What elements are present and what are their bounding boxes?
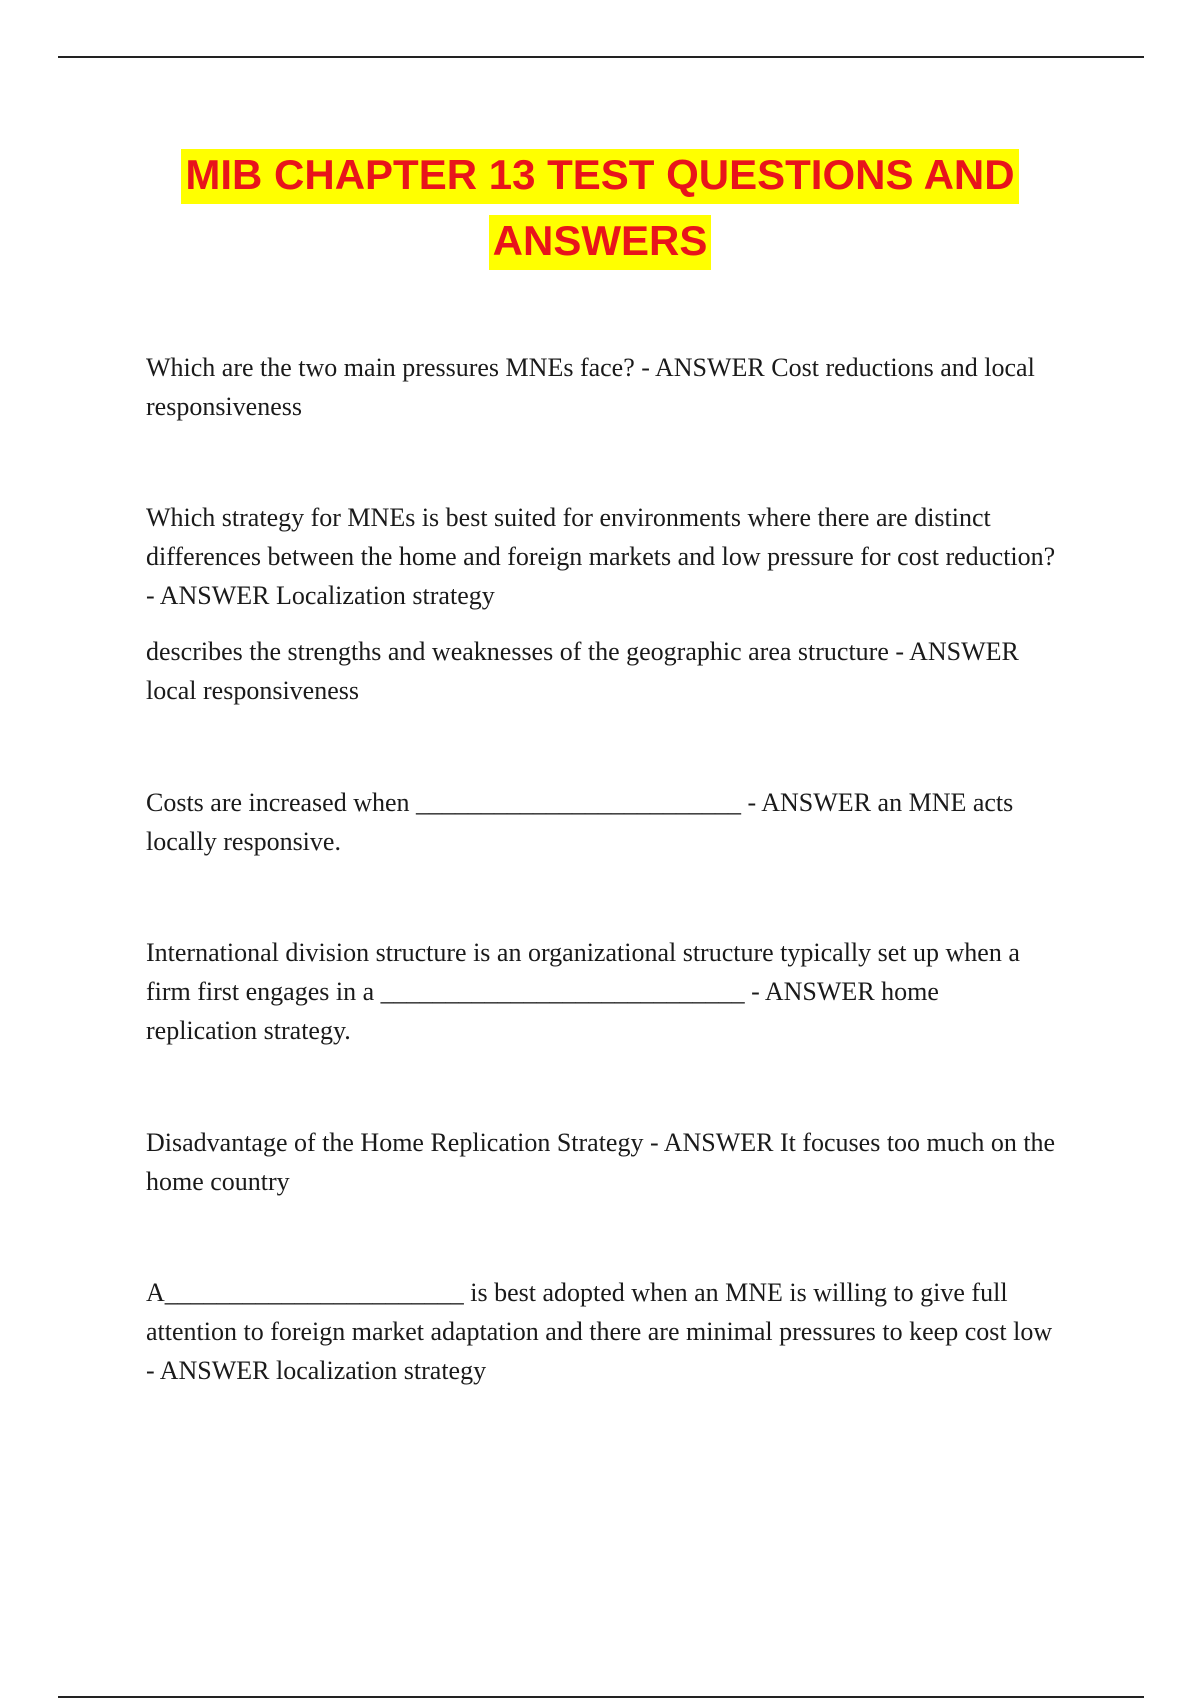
- question-text: describes the strengths and weaknesses of the geographic area structure: [146, 637, 889, 666]
- answer-label: - ANSWER: [146, 581, 276, 610]
- qa-item-4: [146, 783, 1056, 861]
- qa-item-5: [146, 933, 1056, 1050]
- page-title: [0, 142, 1200, 274]
- question-text: Costs are increased when _________________________: [146, 788, 742, 817]
- top-rule: [58, 56, 1144, 58]
- qa-item-6: [146, 1123, 1056, 1201]
- answer-label: - ANSWER: [146, 1356, 276, 1385]
- answer-text: home replication strategy.: [146, 977, 939, 1045]
- qa-item-7: [146, 1273, 1056, 1390]
- answer-text: It focuses too much on the home country: [146, 1128, 1056, 1196]
- question-text: A_______________________ is best adopted when an MNE is willing to give full attention to foreign market adaptation and there are minimal pressures to keep cost low: [146, 1278, 1053, 1346]
- answer-label: - ANSWER: [744, 977, 882, 1006]
- answer-label: - ANSWER: [643, 1128, 780, 1157]
- answer-text: an MNE acts locally responsive.: [146, 788, 1014, 856]
- bottom-rule: [58, 1696, 1144, 1698]
- qa-item-1: [146, 348, 1056, 426]
- answer-text: Cost reductions and local responsiveness: [146, 353, 1035, 421]
- answer-label: - ANSWER: [634, 353, 772, 382]
- question-text: International division structure is an organizational structure typically set up when a firm first engages in a ____________________________: [146, 938, 1020, 1006]
- answer-text: localization strategy: [276, 1356, 487, 1385]
- title-line-1: MIB CHAPTER 13 TEST QUESTIONS AND: [181, 149, 1018, 204]
- answer-text: local responsiveness: [146, 676, 360, 705]
- question-text: Which strategy for MNEs is best suited for environments where there are distinct differences between the home and foreign markets and low pressure for cost reduction?: [146, 503, 1056, 571]
- answer-label: - ANSWER: [888, 637, 1019, 666]
- question-text: Disadvantage of the Home Replication Strategy: [146, 1128, 644, 1157]
- answer-text: Localization strategy: [276, 581, 495, 610]
- answer-label: - ANSWER: [741, 788, 878, 817]
- title-line-2: ANSWERS: [489, 215, 712, 270]
- qa-item-3: [146, 632, 1056, 710]
- qa-item-2: [146, 498, 1056, 615]
- question-text: Which are the two main pressures MNEs face?: [146, 353, 635, 382]
